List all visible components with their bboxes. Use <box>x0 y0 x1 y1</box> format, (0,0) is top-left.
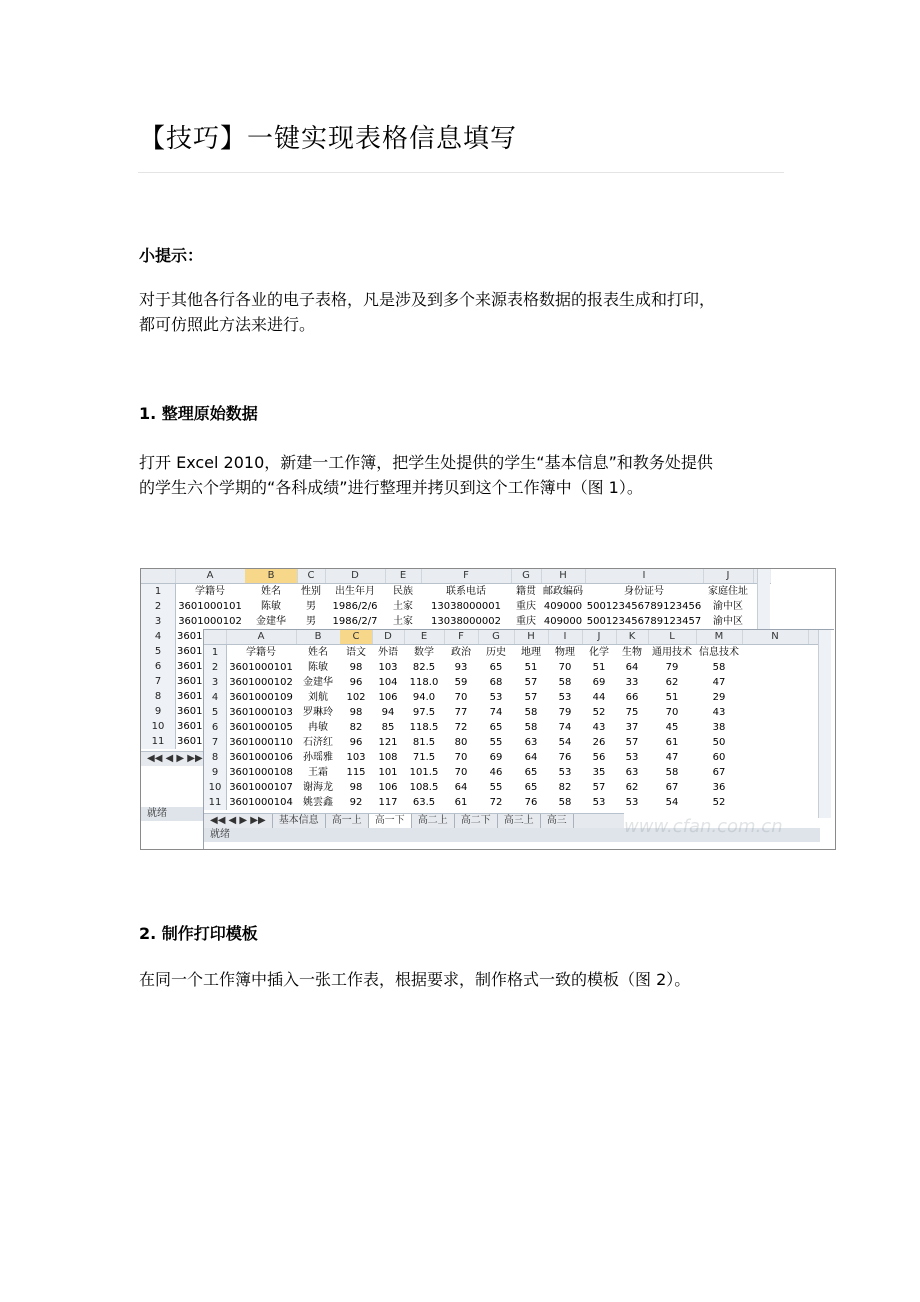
back-row-number: 1 <box>141 584 176 599</box>
cell: 外语 <box>378 647 398 658</box>
cell: 409000 <box>543 601 583 612</box>
cell: 联系电话 <box>446 586 486 597</box>
cell: 3601000105 <box>229 722 293 733</box>
cell: 3601 <box>177 691 203 702</box>
back-row-number: 9 <box>141 704 176 719</box>
cell: 55 <box>489 737 503 748</box>
cell: 96 <box>349 677 363 688</box>
cell: 土家 <box>393 616 413 627</box>
cell: 3601000102 <box>178 616 242 627</box>
cell: 53 <box>592 797 606 808</box>
cell: 58 <box>558 797 572 808</box>
front-sheet-tabs <box>204 813 624 828</box>
cell: 71.5 <box>412 752 436 763</box>
cell: 3601 <box>177 736 203 747</box>
cell: 45 <box>665 722 679 733</box>
front-col-c: C <box>340 630 373 644</box>
cell: 1986/2/7 <box>332 616 378 627</box>
cell: 邮政编码 <box>543 586 583 597</box>
back-sheet-nav[interactable] <box>141 751 203 766</box>
back-col-e: E <box>385 569 422 583</box>
cell: 26 <box>592 737 606 748</box>
cell: 81.5 <box>412 737 436 748</box>
back-data-row <box>141 599 757 614</box>
cell: 76 <box>524 797 538 808</box>
cell: 57 <box>625 737 639 748</box>
table-row <box>204 735 818 750</box>
table-row <box>204 750 818 765</box>
title-divider <box>138 172 784 173</box>
cell: 50 <box>712 737 726 748</box>
front-row-number: 3 <box>204 675 227 690</box>
front-row-number: 11 <box>204 795 227 810</box>
cell: 性别 <box>301 586 321 597</box>
cell: 64 <box>524 752 538 763</box>
cell: 语文 <box>346 647 366 658</box>
cell: 3601 <box>177 706 203 717</box>
cell: 3601000106 <box>229 752 293 763</box>
back-row-number: 10 <box>141 719 176 734</box>
cell: 52 <box>592 707 606 718</box>
cell: 72 <box>489 797 503 808</box>
front-col-h: H <box>514 630 549 644</box>
front-row-number: 6 <box>204 720 227 735</box>
cell: 3601000109 <box>229 692 293 703</box>
cell: 58 <box>665 767 679 778</box>
cell: 姚雲鑫 <box>303 797 333 808</box>
section2-heading: 2. 制作打印模板 <box>139 924 258 943</box>
cell: 108 <box>378 752 398 763</box>
cell: 36 <box>712 782 726 793</box>
front-col-k: K <box>616 630 649 644</box>
cell: 13038000001 <box>431 601 501 612</box>
cell: 化学 <box>589 647 609 658</box>
cell: 54 <box>558 737 572 748</box>
cell: 101 <box>378 767 398 778</box>
cell: 56 <box>592 752 606 763</box>
cell: 94.0 <box>412 692 436 703</box>
cell: 29 <box>712 692 726 703</box>
status-text: 就绪 <box>210 829 230 840</box>
excel-screenshot-figure <box>140 568 836 850</box>
cell: 3601 <box>177 631 203 642</box>
cell: 3601000108 <box>229 767 293 778</box>
cell: 重庆 <box>516 616 536 627</box>
cell: 54 <box>665 797 679 808</box>
cell: 土家 <box>393 601 413 612</box>
cell: 74 <box>489 707 503 718</box>
cell: 信息技术 <box>699 647 739 658</box>
cell: 101.5 <box>409 767 439 778</box>
cell: 69 <box>489 752 503 763</box>
cell: 72 <box>454 722 468 733</box>
cell: 37 <box>625 722 639 733</box>
sheet-tab[interactable]: 高一上 <box>326 814 369 828</box>
cell: 65 <box>524 782 538 793</box>
front-header-row <box>204 645 818 660</box>
back-col-b: B <box>245 569 298 583</box>
front-row-number: 4 <box>204 690 227 705</box>
sheet-tab[interactable]: 高三 <box>541 814 574 828</box>
back-col-c: C <box>297 569 326 583</box>
cell: 77 <box>454 707 468 718</box>
cell: 115 <box>346 767 366 778</box>
cell: 家庭住址 <box>708 586 748 597</box>
cell: 38 <box>712 722 726 733</box>
cell: 3601 <box>177 661 203 672</box>
back-col-g: G <box>511 569 542 583</box>
cell: 金建华 <box>256 616 286 627</box>
cell: 75 <box>625 707 639 718</box>
cell: 57 <box>524 692 538 703</box>
back-header-row <box>141 584 757 599</box>
cell: 104 <box>378 677 398 688</box>
sheet-nav-arrows-icon[interactable]: ◀◀ ◀ ▶ ▶▶ <box>141 752 210 766</box>
cell: 3601 <box>177 676 203 687</box>
cell: 47 <box>712 677 726 688</box>
back-col-d: D <box>325 569 386 583</box>
table-row <box>204 660 818 675</box>
cell: 55 <box>489 782 503 793</box>
front-sheet-window <box>203 629 834 850</box>
cell: 58 <box>524 722 538 733</box>
front-row-number: 5 <box>204 705 227 720</box>
cell: 500123456789123456 <box>586 601 702 612</box>
cell: 渝中区 <box>713 616 743 627</box>
cell: 33 <box>625 677 639 688</box>
cell: 3601 <box>177 721 203 732</box>
cell: 孙瑶雅 <box>303 752 333 763</box>
cell: 61 <box>665 737 679 748</box>
cell: 117 <box>378 797 398 808</box>
cell: 数学 <box>414 647 434 658</box>
cell: 51 <box>524 662 538 673</box>
cell: 籍贯 <box>516 586 536 597</box>
cell: 61 <box>454 797 468 808</box>
back-row-number: 7 <box>141 674 176 689</box>
cell: 53 <box>558 692 572 703</box>
cell: 47 <box>665 752 679 763</box>
cell: 80 <box>454 737 468 748</box>
cell: 学籍号 <box>195 586 225 597</box>
cell: 46 <box>489 767 503 778</box>
cell: 43 <box>592 722 606 733</box>
cell: 姓名 <box>308 647 328 658</box>
table-row <box>204 765 818 780</box>
cell: 男 <box>306 616 316 627</box>
back-row-number: 6 <box>141 659 176 674</box>
back-col-f: F <box>421 569 512 583</box>
cell: 渝中区 <box>713 601 743 612</box>
table-row <box>204 720 818 735</box>
cell: 身份证号 <box>624 586 664 597</box>
cell: 118.0 <box>409 677 439 688</box>
cell: 62 <box>625 782 639 793</box>
cell: 出生年月 <box>335 586 375 597</box>
cell: 53 <box>558 767 572 778</box>
cell: 3601000107 <box>229 782 293 793</box>
cell: 1986/2/6 <box>332 601 378 612</box>
cell: 93 <box>454 662 468 673</box>
cell: 王霜 <box>308 767 328 778</box>
back-col-a: A <box>175 569 246 583</box>
cell: 历史 <box>486 647 506 658</box>
cell: 65 <box>489 722 503 733</box>
cell: 男 <box>306 601 316 612</box>
cell: 102 <box>346 692 366 703</box>
cell: 13038000002 <box>431 616 501 627</box>
cell: 姓名 <box>261 586 281 597</box>
cell: 3601000110 <box>229 737 293 748</box>
cell: 63.5 <box>412 797 436 808</box>
cell: 物理 <box>555 647 575 658</box>
cell: 98 <box>349 662 363 673</box>
cell: 69 <box>592 677 606 688</box>
back-row-number: 11 <box>141 734 176 749</box>
front-col-l: L <box>648 630 697 644</box>
back-data-row <box>141 614 757 629</box>
front-row-number: 9 <box>204 765 227 780</box>
sheet-tab[interactable]: 基本信息 <box>273 814 326 828</box>
table-row <box>204 690 818 705</box>
cell: 74 <box>558 722 572 733</box>
back-col-j: J <box>703 569 754 583</box>
cell: 98 <box>349 707 363 718</box>
cell: 82 <box>349 722 363 733</box>
section1-heading: 1. 整理原始数据 <box>139 404 258 423</box>
cell: 政治 <box>451 647 471 658</box>
back-row-number: 4 <box>141 629 176 644</box>
cell: 51 <box>592 662 606 673</box>
cell: 63 <box>625 767 639 778</box>
page-title: 【技巧】一键实现表格信息填写 <box>139 124 518 154</box>
cell: 82.5 <box>412 662 436 673</box>
cell: 103 <box>378 662 398 673</box>
front-col-f: F <box>444 630 479 644</box>
cell: 64 <box>625 662 639 673</box>
back-row-number: 2 <box>141 599 176 614</box>
cell: 57 <box>592 782 606 793</box>
back-col-i: I <box>585 569 704 583</box>
cell: 谢海龙 <box>303 782 333 793</box>
sheet-tab[interactable]: 高三上 <box>498 814 541 828</box>
front-col-e: E <box>404 630 445 644</box>
cell: 冉敏 <box>308 722 328 733</box>
front-col-j: J <box>582 630 617 644</box>
cell: 52 <box>712 797 726 808</box>
cell: 58 <box>712 662 726 673</box>
cell: 53 <box>625 797 639 808</box>
cell: 3601000101 <box>178 601 242 612</box>
back-column-header <box>141 569 771 584</box>
front-row-number: 8 <box>204 750 227 765</box>
cell: 3601000103 <box>229 707 293 718</box>
front-row-number: 7 <box>204 735 227 750</box>
cell: 500123456789123457 <box>586 616 702 627</box>
cell: 79 <box>665 662 679 673</box>
front-row-number: 1 <box>204 645 227 660</box>
cell: 98 <box>349 782 363 793</box>
front-col-d: D <box>372 630 405 644</box>
cell: 96 <box>349 737 363 748</box>
sheet-tab[interactable]: 高二下 <box>455 814 498 828</box>
cell: 63 <box>524 737 538 748</box>
cell: 3601000102 <box>229 677 293 688</box>
cell: 陈敏 <box>308 662 328 673</box>
front-col-i: I <box>548 630 583 644</box>
front-column-header <box>204 630 820 645</box>
cell: 60 <box>712 752 726 763</box>
back-row-number: 5 <box>141 644 176 659</box>
cell: 118.5 <box>409 722 439 733</box>
cell: 92 <box>349 797 363 808</box>
cell: 57 <box>524 677 538 688</box>
cell: 陈敏 <box>261 601 281 612</box>
cell: 70 <box>454 767 468 778</box>
cell: 108.5 <box>409 782 439 793</box>
cell: 地理 <box>521 647 541 658</box>
front-row-number: 10 <box>204 780 227 795</box>
cell: 59 <box>454 677 468 688</box>
cell: 生物 <box>622 647 642 658</box>
cell: 51 <box>665 692 679 703</box>
cell: 121 <box>378 737 398 748</box>
cell: 62 <box>665 677 679 688</box>
cell: 67 <box>712 767 726 778</box>
cell: 3601000104 <box>229 797 293 808</box>
front-col-b: B <box>296 630 341 644</box>
cell: 67 <box>665 782 679 793</box>
table-row <box>204 705 818 720</box>
back-status-bar: 就绪 <box>141 807 203 821</box>
table-row <box>204 795 818 810</box>
cell: 重庆 <box>516 601 536 612</box>
back-row-number: 8 <box>141 689 176 704</box>
cell: 65 <box>489 662 503 673</box>
watermark-logo: www.cfan.com.cn <box>624 816 783 837</box>
front-col-m: M <box>696 630 743 644</box>
cell: 70 <box>558 662 572 673</box>
tip-text-line2: 都可仿照此方法来进行。 <box>139 315 316 334</box>
cell: 82 <box>558 782 572 793</box>
cell: 70 <box>665 707 679 718</box>
cell: 通用技术 <box>652 647 692 658</box>
back-row-number: 3 <box>141 614 176 629</box>
front-col-a: A <box>226 630 297 644</box>
cell: 103 <box>346 752 366 763</box>
front-row-number: 2 <box>204 660 227 675</box>
sheet-tab-active[interactable]: 高一下 <box>369 814 412 828</box>
table-row <box>204 675 818 690</box>
cell: 学籍号 <box>246 647 276 658</box>
section2-text: 在同一个工作簿中插入一张工作表，根据要求，制作格式一致的模板（图 2）。 <box>139 970 691 989</box>
cell: 44 <box>592 692 606 703</box>
cell: 53 <box>625 752 639 763</box>
cell: 58 <box>524 707 538 718</box>
cell: 35 <box>592 767 606 778</box>
tip-heading: 小提示： <box>139 246 204 265</box>
cell: 94 <box>381 707 395 718</box>
cell: 罗琳玲 <box>303 707 333 718</box>
cell: 3601 <box>177 646 203 657</box>
cell: 66 <box>625 692 639 703</box>
cell: 409000 <box>543 616 583 627</box>
cell: 58 <box>558 677 572 688</box>
front-col-n: N <box>742 630 809 644</box>
sheet-tab[interactable]: 高二上 <box>412 814 455 828</box>
cell: 97.5 <box>412 707 436 718</box>
cell: 3601000101 <box>229 662 293 673</box>
cell: 53 <box>489 692 503 703</box>
table-row <box>204 780 818 795</box>
cell: 43 <box>712 707 726 718</box>
back-vertical-scrollbar[interactable] <box>757 569 770 629</box>
cell: 石济红 <box>303 737 333 748</box>
cell: 金建华 <box>303 677 333 688</box>
cell: 民族 <box>393 586 413 597</box>
cell: 76 <box>558 752 572 763</box>
cell: 68 <box>489 677 503 688</box>
cell: 65 <box>524 767 538 778</box>
tip-text-line1: 对于其他各行各业的电子表格，凡是涉及到多个来源表格数据的报表生成和打印， <box>139 290 716 309</box>
sheet-nav-arrows-icon[interactable]: ◀◀ ◀ ▶ ▶▶ <box>204 814 273 828</box>
cell: 70 <box>454 752 468 763</box>
front-vertical-scrollbar[interactable] <box>818 630 831 818</box>
section1-text-line1: 打开 Excel 2010，新建一工作簿，把学生处提供的学生“基本信息”和教务处提供 <box>139 453 713 472</box>
cell: 刘航 <box>308 692 328 703</box>
cell: 106 <box>378 692 398 703</box>
section1-text-line2: 的学生六个学期的“各科成绩”进行整理并拷贝到这个工作簿中（图 1）。 <box>139 478 643 497</box>
cell: 70 <box>454 692 468 703</box>
cell: 106 <box>378 782 398 793</box>
front-col-g: G <box>478 630 515 644</box>
back-col-h: H <box>541 569 586 583</box>
cell: 85 <box>381 722 395 733</box>
cell: 79 <box>558 707 572 718</box>
cell: 64 <box>454 782 468 793</box>
